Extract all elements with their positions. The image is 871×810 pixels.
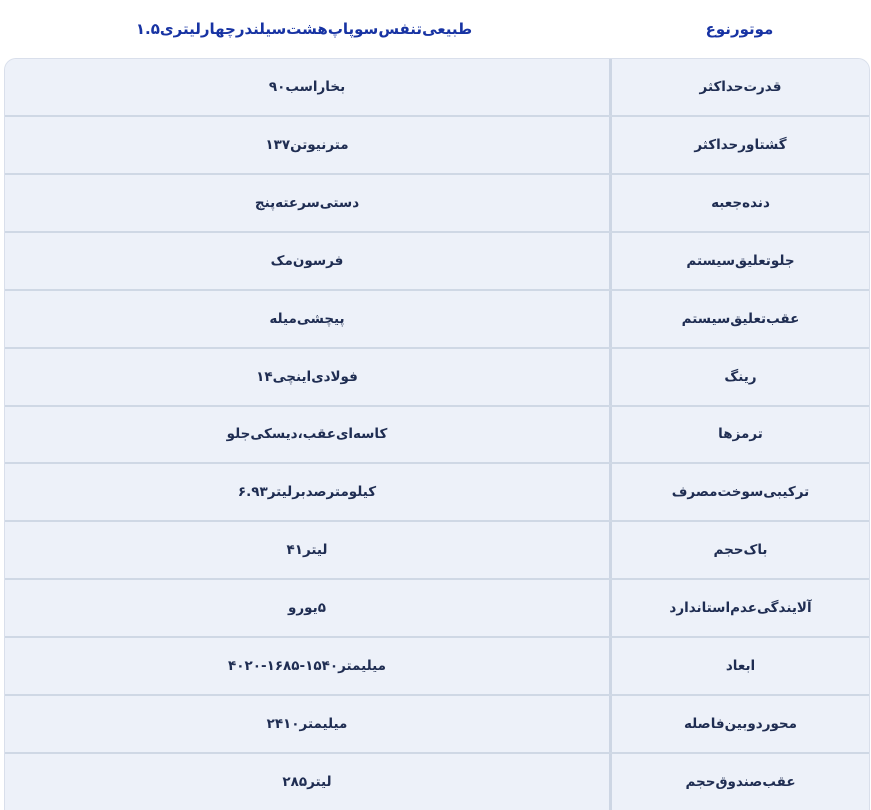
- spec-value-cell: ۹۰ اسب بخار: [5, 59, 609, 115]
- spec-value-cell: ۴۰۲۰ - ۱۶۸۵ - ۱۵۴۰ میلیمتر: [5, 638, 609, 694]
- spec-label-cell: حداکثر گشتاور: [612, 117, 869, 173]
- spec-table: [4, 58, 870, 810]
- spec-label-cell: حداکثر قدرت: [612, 59, 869, 115]
- table-row: [5, 696, 869, 754]
- spec-label-cell: سیستم تعلیق عقب: [612, 291, 869, 347]
- spec-value-cell: جلو دیسکی ، عقب کاسه‌ای: [5, 407, 609, 463]
- spec-value-cell: ۲۴۱۰ میلیمتر: [5, 696, 609, 752]
- spec-value-cell: ۱۴ اینچی فولادی: [5, 349, 609, 405]
- table-row: [5, 754, 869, 810]
- table-row: [5, 522, 869, 580]
- table-row: [5, 407, 869, 465]
- spec-label-cell: ترمزها: [612, 407, 869, 463]
- spec-value-cell: میله پیچشی: [5, 291, 609, 347]
- table-header: [0, 0, 871, 58]
- spec-value-cell: ۱۳۷ نیوتن متر: [5, 117, 609, 173]
- spec-value-cell: مک فرسون: [5, 233, 609, 289]
- engine-type-value: ۱.۵ لیتری چهار سیلندر هشت سوپاپ تنفس طبیعی: [135, 20, 473, 38]
- spec-label-cell: مصرف سوخت ترکیبی: [612, 464, 869, 520]
- spec-value-cell: ۴۱ لیتر: [5, 522, 609, 578]
- spec-label-cell: ابعاد: [612, 638, 869, 694]
- table-row: [5, 233, 869, 291]
- spec-value-cell: پنج سرعته دستی: [5, 175, 609, 231]
- spec-label-cell: سیستم تعلیق جلو: [612, 233, 869, 289]
- table-row: [5, 291, 869, 349]
- spec-label-cell: رینگ: [612, 349, 869, 405]
- spec-label-cell: استاندارد عدم آلایندگی: [612, 580, 869, 636]
- table-row: [5, 117, 869, 175]
- spec-value-cell: ۲۸۵ لیتر: [5, 754, 609, 810]
- table-row: [5, 175, 869, 233]
- spec-label-cell: جعبه دنده: [612, 175, 869, 231]
- spec-label-cell: فاصله بین دو محور: [612, 696, 869, 752]
- table-row: [5, 59, 869, 117]
- spec-label-cell: حجم صندوق عقب: [612, 754, 869, 810]
- table-row: [5, 464, 869, 522]
- table-row: [5, 349, 869, 407]
- engine-type-label: نوع موتور: [705, 20, 774, 38]
- table-row: [5, 638, 869, 696]
- spec-value-cell: یورو ۵: [5, 580, 609, 636]
- spec-label-cell: حجم باک: [612, 522, 869, 578]
- table-row: [5, 580, 869, 638]
- spec-value-cell: ۶.۹۳ لیتر بر صد کیلومتر: [5, 464, 609, 520]
